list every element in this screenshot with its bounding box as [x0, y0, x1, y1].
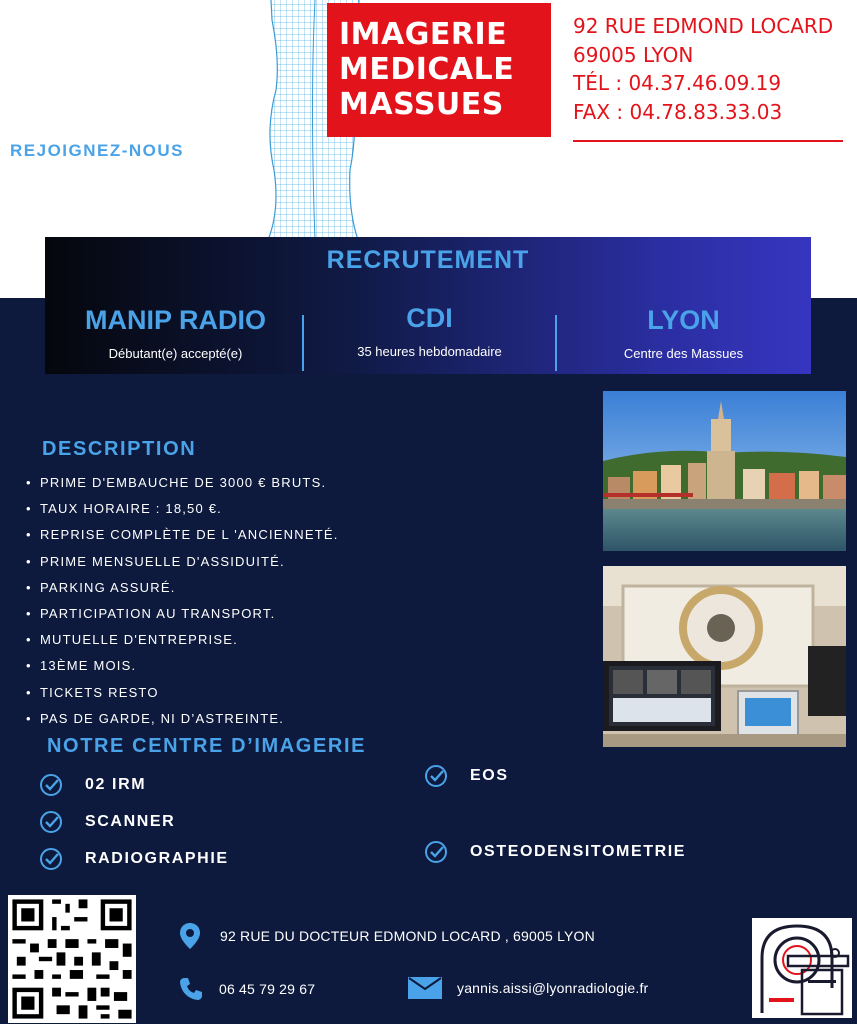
contact-email [408, 977, 648, 999]
feature-label: OSTEODENSITOMETRIE [470, 843, 687, 860]
check-circle-icon [424, 764, 448, 788]
feature-item [39, 847, 229, 871]
feature-label: 02 IRM [85, 776, 147, 793]
feature-item [39, 773, 146, 797]
job-location: LYON [647, 305, 720, 335]
feature-item [424, 840, 686, 864]
list-item: • PAS DE GARDE, NI D’ASTREINTE. [26, 710, 285, 726]
contact-address [178, 922, 595, 950]
header-address-block [573, 8, 843, 142]
mri-scanner-icon [752, 918, 852, 1018]
contract-hours: 35 heures hebdomadaire [357, 344, 502, 359]
feature-item [39, 810, 175, 834]
centre-title: NOTRE CENTRE D’IMAGERIE [47, 735, 367, 757]
contact-phone [178, 976, 315, 1002]
contract-type: CDI [406, 303, 453, 333]
feature-label: RADIOGRAPHIE [85, 850, 229, 867]
feature-item [424, 764, 509, 788]
address-text: 92 RUE DU DOCTEUR EDMOND LOCARD , 69005 LYON [220, 928, 595, 944]
header-phone: TÉL : 04.37.46.09.19 [573, 71, 782, 95]
brand-logo-box [327, 3, 551, 137]
header-city: 69005 LYON [573, 42, 694, 67]
header-fax: FAX : 04.78.83.33.03 [573, 99, 783, 124]
location-pin-icon [178, 922, 202, 950]
recruitment-banner [45, 237, 811, 374]
header-street: 92 RUE EDMOND LOCARD [573, 14, 834, 38]
phone-icon [178, 976, 204, 1002]
envelope-icon [408, 977, 442, 999]
feature-label: EOS [470, 767, 509, 784]
check-circle-icon [39, 810, 63, 834]
job-title-column [48, 305, 303, 361]
list-item: • PRIME D'EMBAUCHE DE 3000 € BRUTS. [26, 475, 327, 490]
list-item: • 13ÈME MOIS. [26, 658, 137, 674]
description-title: DESCRIPTION [42, 438, 197, 460]
check-circle-icon [424, 840, 448, 864]
benefits-list [26, 474, 339, 736]
recruitment-title: RECRUTEMENT [326, 246, 530, 274]
list-item: • PARKING ASSURÉ. [26, 579, 176, 595]
brand-line: MASSUES [339, 87, 504, 122]
phone-number[interactable]: 06 45 79 29 67 [219, 981, 316, 997]
email-link[interactable]: yannis.aissi@lyonradiologie.fr [457, 980, 649, 996]
list-item: • MUTUELLE D'ENTREPRISE. [26, 632, 238, 648]
check-circle-icon [39, 847, 63, 871]
list-item: • PRIME MENSUELLE D'ASSIDUITÉ. [26, 553, 285, 569]
qr-code[interactable] [8, 895, 136, 1023]
join-us-label: REJOIGNEZ-NOUS [10, 141, 185, 160]
job-title: MANIP RADIO [84, 305, 266, 335]
lyon-city-photo [603, 391, 846, 551]
list-item: • PARTICIPATION AU TRANSPORT. [26, 605, 276, 621]
contract-column [302, 303, 557, 359]
brand-line: IMAGERIE [339, 17, 508, 52]
check-circle-icon [39, 773, 63, 797]
list-item: • TICKETS RESTO [26, 684, 159, 700]
location-column [556, 305, 811, 361]
list-item: • TAUX HORAIRE : 18,50 €. [26, 501, 222, 517]
mri-room-photo [603, 566, 846, 747]
feature-label: SCANNER [85, 813, 176, 830]
job-location-sub: Centre des Massues [623, 346, 744, 361]
list-item: • REPRISE COMPLÈTE DE L 'ANCIENNETÉ. [26, 527, 339, 543]
job-title-sub: Débutant(e) accepté(e) [108, 346, 243, 361]
brand-line: MEDICALE [339, 52, 515, 87]
